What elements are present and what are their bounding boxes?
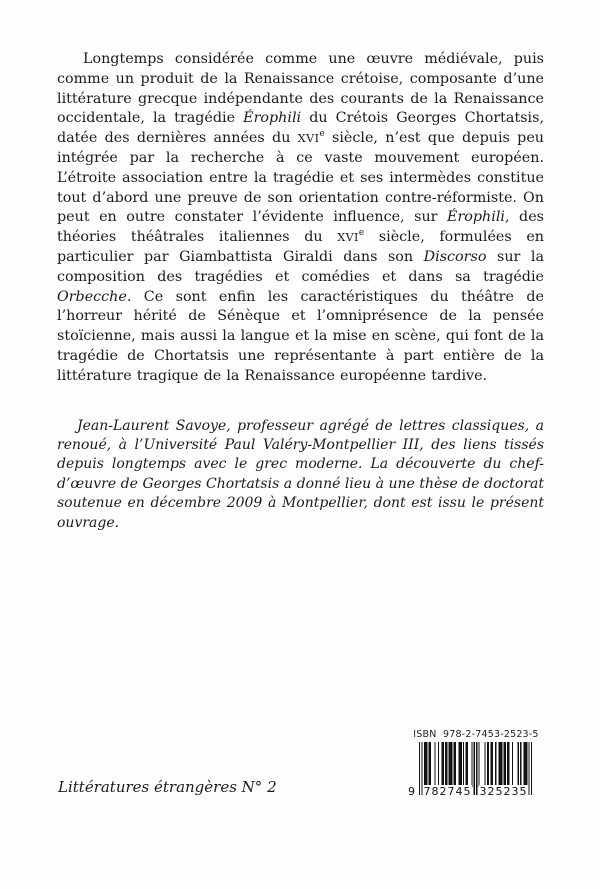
barcode-digit-lead: 9: [408, 785, 416, 798]
isbn-barcode-block: [408, 729, 541, 799]
barcode-digit-group2: 325235: [479, 785, 528, 798]
series-label: Littératures étrangères N° 2: [58, 778, 277, 796]
synopsis-paragraph: Longtemps considérée comme une œuvre médiévale, puis comme un produit de la Renaissance crétoise, composante d’une littérature grecque indépendante des courants de la Renaissance occidentale, la tragédie Érophili du Crétois Georges Chortatsis, datée des dernières années du XVIe siècle, n’est que depuis peu intégrée par la recherche à ce vaste mouvement européen. L’étroite association entre la tragédie et ses intermèdes constitue tout d’abord une preuve de son orientation contre-réformiste. On peut en outre constater l’évidente influence, sur Érophili, des théories théâtrales italiennes du XVIe siècle, formulées en particulier par Giambattista Giraldi dans son Discorso sur la composition des tragédies et comédies et dans sa tragédie Orbecche. Ce sont enfin les caractéristiques du théâtre de l’horreur hérité de Sénèque et l’omniprésence de la pensée stoïcienne, mais aussi la langue et la mise en scène, qui font de la tragédie de Chortatsis une représentante à part entière de la littérature tragique de la Renaissance européenne tardive.: [57, 51, 544, 384]
isbn-label: ISBN 978-2-7453-2523-5: [413, 729, 539, 740]
ean13-barcode: [408, 742, 532, 799]
barcode-digit-group1: 782745: [423, 785, 472, 798]
back-cover-text: [57, 50, 544, 533]
author-bio-paragraph: Jean-Laurent Savoye, professeur agrégé de lettres classiques, a renoué, à l’Université Paul Valéry-Montpellier III, des liens tissés depuis longtemps avec le grec moderne. La découverte du chef-d’œuvre de Georges Chortatsis a donné lieu à une thèse de doctorat soutenue en décembre 2009 à Montpellier, dont est issu le présent ouvrage.: [57, 417, 544, 531]
